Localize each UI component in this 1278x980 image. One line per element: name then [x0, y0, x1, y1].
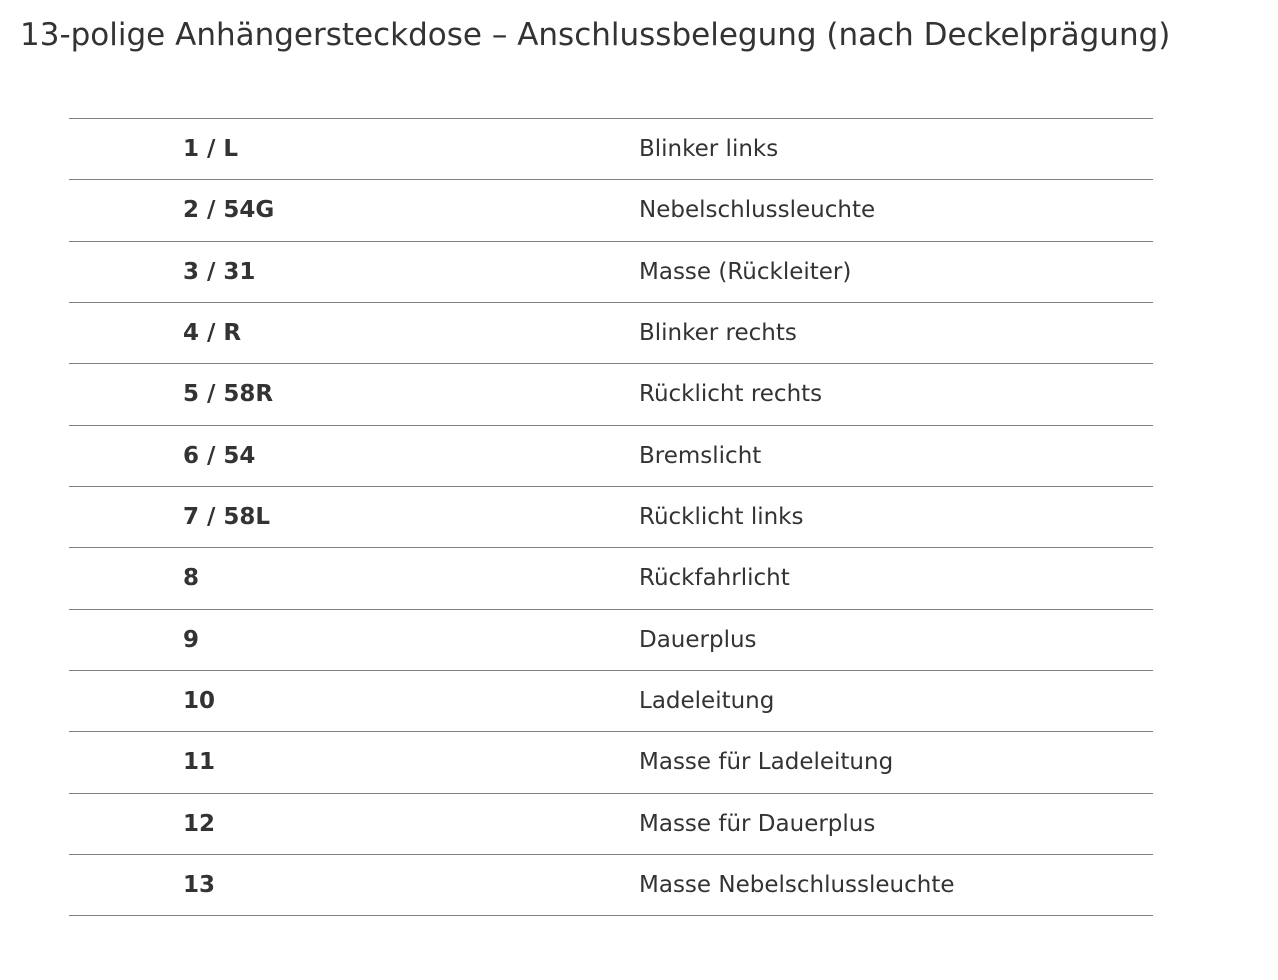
pin-function: Nebelschlussleuchte — [639, 197, 876, 224]
pin-label: 7 / 58L — [183, 504, 271, 531]
table-row — [69, 180, 1153, 241]
pin-function: Rücklicht links — [639, 504, 804, 531]
pin-function: Bremslicht — [639, 442, 762, 469]
table-row — [69, 364, 1153, 425]
pin-label: 8 — [183, 565, 200, 592]
pin-label: 1 / L — [183, 136, 239, 163]
pin-function: Blinker links — [639, 136, 779, 163]
pin-label: 2 / 54G — [183, 197, 275, 224]
pin-label: 10 — [183, 688, 216, 715]
table-row — [69, 303, 1153, 364]
pin-function: Dauerplus — [639, 626, 757, 653]
table-row — [69, 610, 1153, 671]
pin-label: 4 / R — [183, 320, 242, 347]
table-row — [69, 671, 1153, 732]
pin-label: 9 — [183, 626, 200, 653]
table-row — [69, 119, 1153, 180]
table-row — [69, 548, 1153, 609]
pin-function: Masse Nebelschlussleuchte — [639, 872, 955, 899]
table-row — [69, 487, 1153, 548]
table-row — [69, 855, 1153, 916]
table-row — [69, 794, 1153, 855]
pin-function: Masse (Rückleiter) — [639, 258, 852, 285]
page-title: 13-polige Anhängersteckdose – Anschlussbelegung (nach Deckelprägung) — [20, 17, 1171, 53]
pin-function: Masse für Ladeleitung — [639, 749, 894, 776]
pin-label: 11 — [183, 749, 216, 776]
pin-function: Ladeleitung — [639, 688, 775, 715]
pin-function: Blinker rechts — [639, 320, 797, 347]
table-row — [69, 242, 1153, 303]
table-row — [69, 732, 1153, 793]
pin-label: 13 — [183, 872, 216, 899]
pin-label: 5 / 58R — [183, 381, 274, 408]
pin-assignment-table — [69, 118, 1153, 916]
table-row — [69, 426, 1153, 487]
pin-function: Masse für Dauerplus — [639, 810, 876, 837]
pin-label: 3 / 31 — [183, 258, 256, 285]
pin-label: 12 — [183, 810, 216, 837]
pin-label: 6 / 54 — [183, 442, 256, 469]
pin-function: Rücklicht rechts — [639, 381, 823, 408]
pin-function: Rückfahrlicht — [639, 565, 790, 592]
